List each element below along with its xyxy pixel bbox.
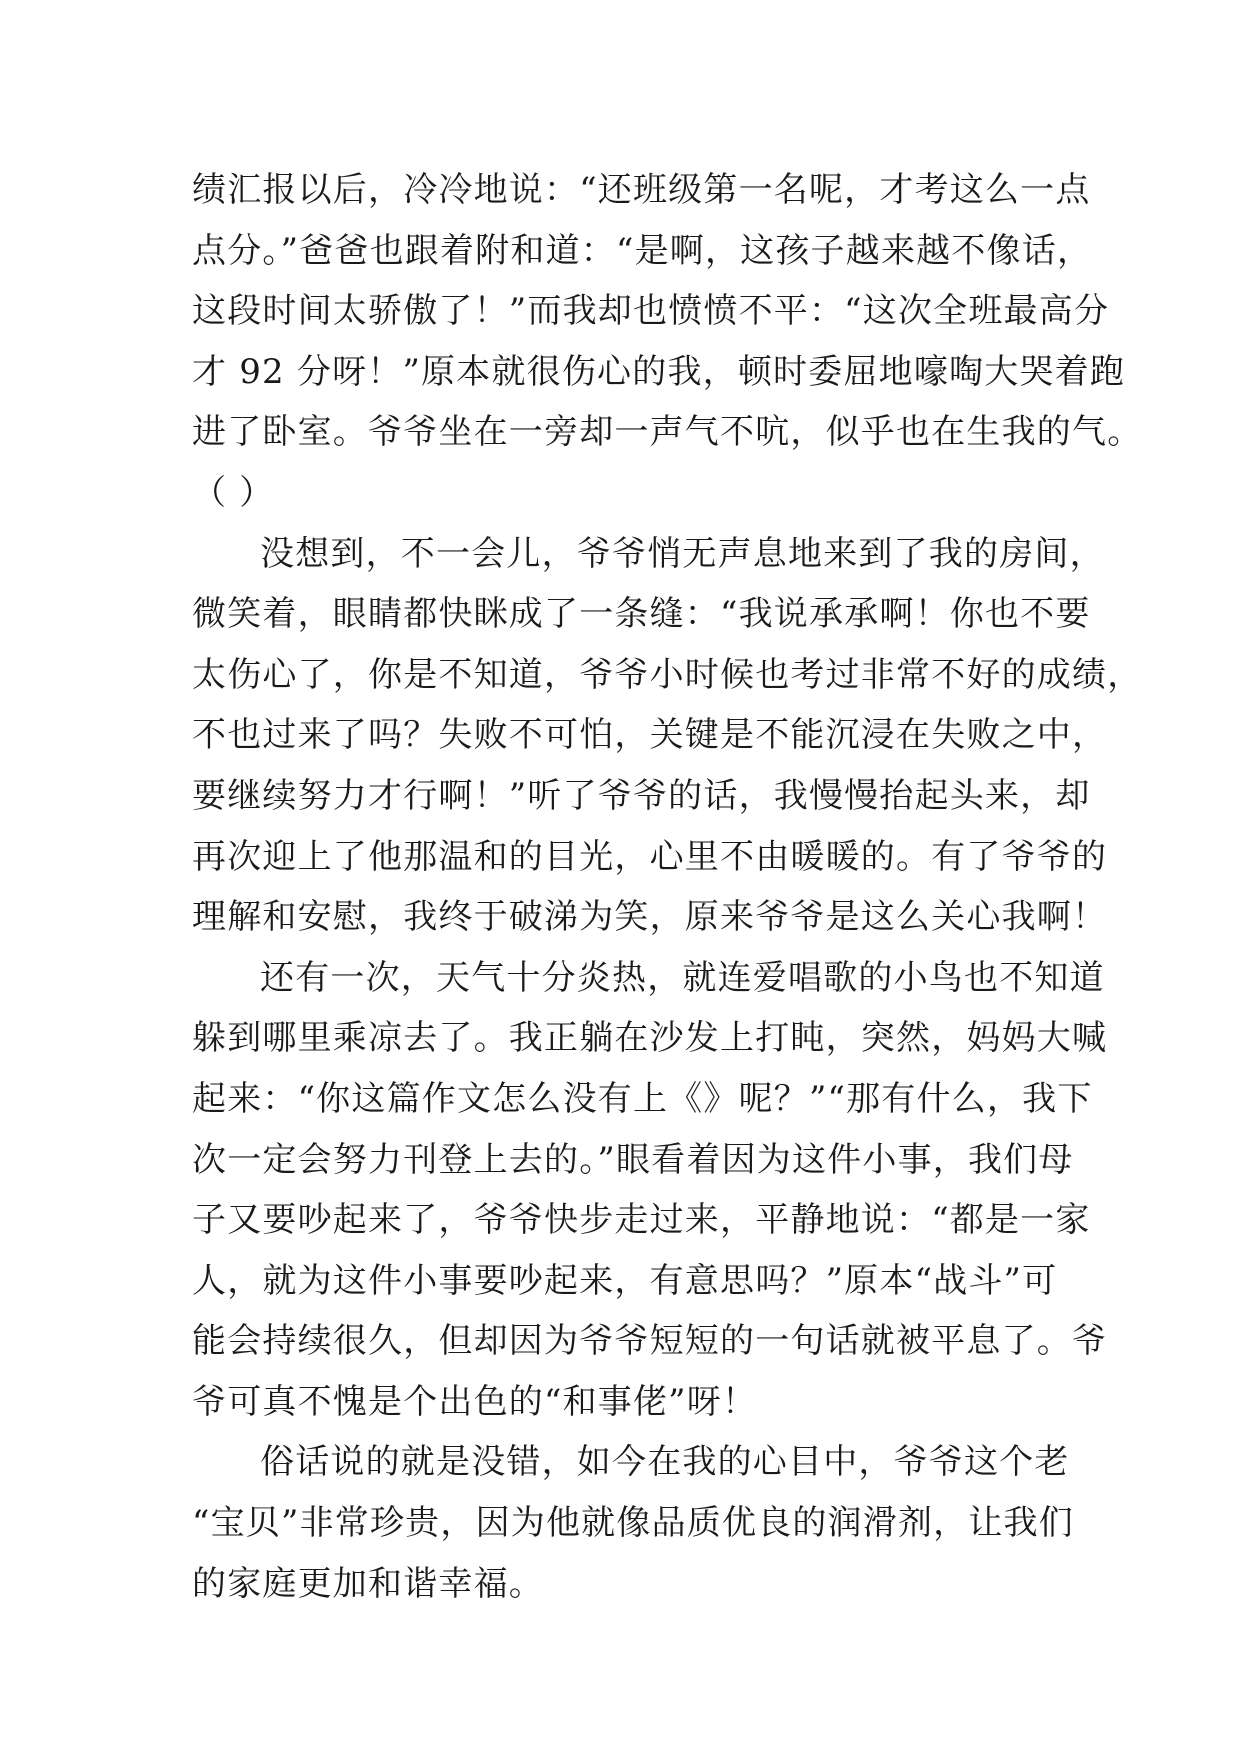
- text-line: 理解和安慰，我终于破涕为笑，原来爷爷是这么关心我啊！: [192, 897, 1108, 938]
- text-line: 不也过来了吗？失败不可怕，关键是不能沉浸在失败之中，: [192, 715, 1108, 756]
- text-line: “宝贝”非常珍贵，因为他就像品质优良的润滑剂，让我们: [192, 1503, 1074, 1544]
- text-line: 子又要吵起来了，爷爷快步走过来，平静地说：“都是一家: [192, 1200, 1091, 1241]
- text-line: 这段时间太骄傲了！”而我却也愤愤不平：“这次全班最高分: [192, 291, 1110, 332]
- text-line: 点分。”爸爸也跟着附和道：“是啊，这孩子越来越不像话，: [192, 230, 1093, 271]
- text-line: 微笑着，眼睛都快眯成了一条缝：“我说承承啊！你也不要: [192, 594, 1091, 635]
- text-line: 进了卧室。爷爷坐在一旁却一声气不吭，似乎也在生我的气。: [192, 412, 1143, 453]
- text-line: 再次迎上了他那温和的目光，心里不由暖暖的。有了爷爷的: [192, 836, 1108, 877]
- text-line: 绩汇报以后，冷冷地说：“还班级第一名呢，才考这么一点: [192, 170, 1091, 210]
- blank-parentheses: （ ）: [192, 472, 275, 513]
- text-line: 起来：“你这篇作文怎么没有上《》呢？”“那有什么，我下: [192, 1078, 1093, 1119]
- paragraph-start-line: 没想到，不一会儿，爷爷悄无声息地来到了我的房间，: [260, 533, 1105, 574]
- text-line: 太伤心了，你是不知道，爷爷小时候也考过非常不好的成绩，: [192, 654, 1143, 695]
- text-line: 人，就为这件小事要吵起来，有意思吗？”原本“战斗”可: [192, 1260, 1058, 1301]
- text-line: 的家庭更加和谐幸福。: [192, 1563, 544, 1604]
- text-line: 躲到哪里乘凉去了。我正躺在沙发上打盹，突然，妈妈大喊: [192, 1018, 1108, 1059]
- text-line: 爷可真不愧是个出色的“和事佬”呀！: [192, 1381, 758, 1422]
- text-line: 次一定会努力刊登上去的。”眼看着因为这件小事，我们母: [192, 1139, 1074, 1180]
- text-line: 要继续努力才行啊！”听了爷爷的话，我慢慢抬起头来，却: [192, 775, 1091, 816]
- paragraph-start-line: 还有一次，天气十分炎热，就连爱唱歌的小鸟也不知道: [260, 957, 1105, 998]
- body-text: [192, 160, 1143, 1614]
- paragraph-start-line: 俗话说的就是没错，如今在我的心目中，爷爷这个老: [260, 1442, 1070, 1483]
- text-line: 才 92 分呀！”原本就很伤心的我，顿时委屈地嚎啕大哭着跑: [192, 351, 1126, 392]
- text-line: 能会持续很久，但却因为爷爷短短的一句话就被平息了。爷: [192, 1321, 1108, 1362]
